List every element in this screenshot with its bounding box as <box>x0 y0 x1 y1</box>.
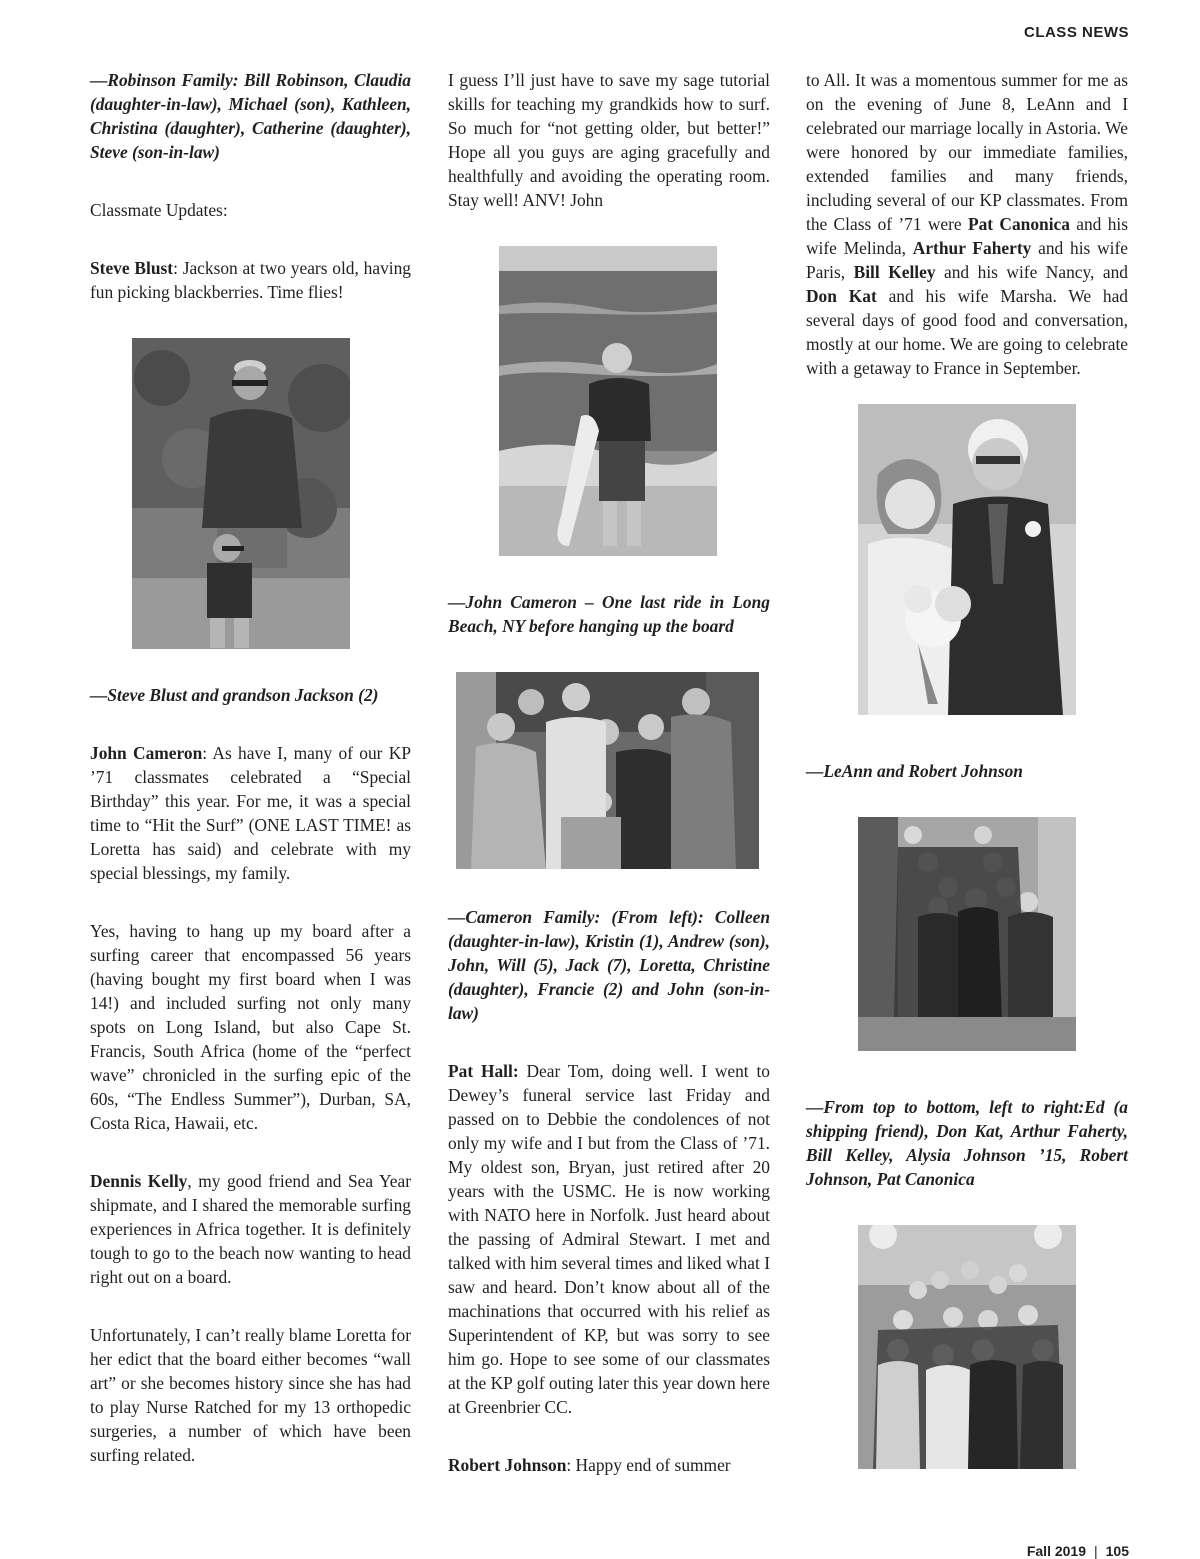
paragraph-surfing-career: Yes, having to hang up my board after a surfing career that encompassed 56 years (having bought my first board when I was 14!) and included surfing not only many spots on Long Island, but also Cape St. Francis, South Africa (home of the “perfect wave” chronicled in the surfing epic of the 60s, “The Endless Summer”), Durban, SA, Costa Rica, Hawaii, etc. <box>90 921 411 1133</box>
photo-family-image <box>456 672 759 869</box>
column-middle <box>448 68 770 1511</box>
photo-steve-blust <box>132 338 350 649</box>
name-bill-kelley: Bill Kelley <box>853 262 936 282</box>
column-left <box>90 68 411 1501</box>
caption-steve-blust: —Steve Blust and grandson Jackson (2) <box>90 685 379 705</box>
column-right <box>806 68 1128 1469</box>
page-number: 105 <box>1105 1543 1129 1559</box>
paragraph-wedding: to All. It was a momentous summer for me as on the evening of June 8, LeAnn and I celebrated our marriage locally in Astoria. We were honored by our immediate families, extended families and many friends, including several of our KP classmates. From the Class of ’71 were Pat Canonica and his wife Melinda, Arthur Faherty and his wife Paris, Bill Kelley and his wife Nancy, and Don Kat and his wife Marsha. We had several days of good food and conversation, mostly at our home. We are going to celebrate with a getaway to France in September. <box>806 70 1128 378</box>
paragraph-dennis-kelly: Dennis Kelly, my good friend and Sea Year shipmate, and I shared the memorable surfing experiences in Africa together. It is definitely tough to go to the beach now wanting to head right out on a board. <box>90 1171 411 1287</box>
name-arthur-faherty: Arthur Faherty <box>912 238 1032 258</box>
photo-surf-image <box>499 246 717 556</box>
name-pat-hall: Pat Hall: <box>448 1061 519 1081</box>
caption-cameron-family: —Cameron Family: (From left): Colleen (daughter-in-law), Kristin (1), Andrew (son), John, Will (5), Jack (7), Loretta, Christine (daughter), Francie (2) and John (son-in-law) <box>448 907 770 1023</box>
update-robert-johnson: Robert Johnson: Happy end of summer <box>448 1455 731 1475</box>
page-footer <box>1027 1543 1129 1559</box>
section-header: CLASS NEWS <box>1023 24 1129 41</box>
photo-john-cameron-surf <box>499 246 717 556</box>
paragraph-loretta: Unfortunately, I can’t really blame Loretta for her edict that the board either becomes “wall art” or she becomes history since she has had to play Nurse Ratched for my 13 orthopedic surgeries, a number of which have been surfing related. <box>90 1325 411 1465</box>
name-robert-johnson: Robert Johnson <box>448 1455 567 1475</box>
name-dennis-kelly: Dennis Kelly <box>90 1171 188 1191</box>
photo-stairs-image <box>858 817 1076 1051</box>
caption-classmates-stairs: —From top to bottom, left to right:Ed (a shipping friend), Don Kat, Arthur Faherty, Bill Kelley, Alysia Johnson ’15, Robert Johnson, Pat Canonica <box>806 1097 1128 1189</box>
classmate-updates-heading: Classmate Updates: <box>90 200 228 220</box>
photo-classmates-stairs <box>858 817 1076 1051</box>
photo-cameron-family <box>456 672 759 869</box>
paragraph-sage-skills: I guess I’ll just have to save my sage tutorial skills for teaching my grandkids how to surf. So much for “not getting older, but better!” Hope all you guys are aging gracefully and healthfully and avoiding the operating room. Stay well! ANV! John <box>448 70 770 210</box>
caption-robinson-family: —Robinson Family: Bill Robinson, Claudia (daughter-in-law), Michael (son), Kathleen, Christina (daughter), Catherine (daughter), Steve (son-in-law) <box>90 70 411 162</box>
name-steve-blust: Steve Blust <box>90 258 174 278</box>
update-john-cameron: John Cameron: As have I, many of our KP ’71 classmates celebrated a “Special Birthday” this year. For me, it was a special time to “Hit the Surf” (ONE LAST TIME! as Loretta has said) and celebrate with my special blessings, my family. <box>90 743 411 883</box>
photo-leann-robert-johnson <box>858 404 1076 715</box>
caption-john-cameron-surf: —John Cameron – One last ride in Long Beach, NY before hanging up the board <box>448 592 770 636</box>
name-don-kat: Don Kat <box>806 286 877 306</box>
footer-separator: | <box>1094 1543 1098 1559</box>
name-john-cameron: John Cameron <box>90 743 203 763</box>
issue-label: Fall 2019 <box>1026 1543 1086 1559</box>
photo-group-image <box>858 1225 1076 1469</box>
update-steve-blust: Steve Blust: Jackson at two years old, having fun picking blackberries. Time flies! <box>90 258 411 302</box>
update-pat-hall: Pat Hall: Dear Tom, doing well. I went to Dewey’s funeral service last Friday and passed on to Debbie the condolences of not only my wife and I but from the Class of ’71. My oldest son, Bryan, just retired after 20 years with the USMC. He is now working with NATO here in Norfolk. Just heard about the passing of Admiral Stewart. I met and talked with him several times and liked what I saw and heard. Don’t know about all of the machinations that occurred with his relief as Superintendent of KP, but was sorry to see him go. Hope to see some of our classmates at the KP golf outing later this year down here at Greenbrier CC. <box>448 1061 770 1417</box>
photo-wedding-group <box>858 1225 1076 1469</box>
photo-wedding-image <box>858 404 1076 715</box>
caption-leann-robert-johnson: —LeAnn and Robert Johnson <box>806 761 1023 781</box>
name-pat-canonica: Pat Canonica <box>967 214 1070 234</box>
photo-steve-blust-image <box>132 338 350 649</box>
